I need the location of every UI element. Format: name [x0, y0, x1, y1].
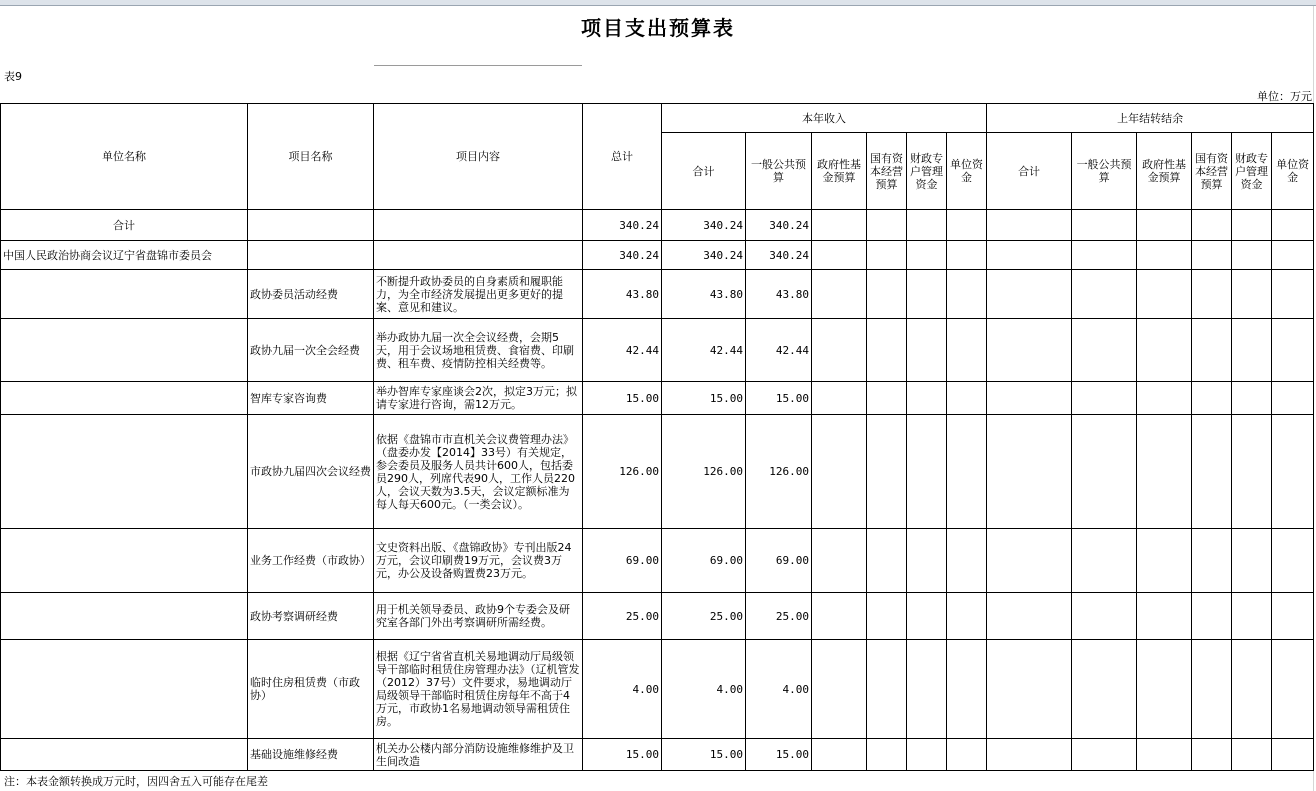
- cell-empty[interactable]: [987, 270, 1072, 319]
- column-header-strip[interactable]: [0, 0, 1316, 6]
- cell-empty[interactable]: [1272, 241, 1314, 270]
- cell-empty[interactable]: [1232, 640, 1272, 739]
- cell-empty[interactable]: [1192, 739, 1232, 771]
- cell-empty[interactable]: [1137, 270, 1192, 319]
- cell-income-total[interactable]: 69.00: [662, 529, 746, 593]
- table-number: 表9: [4, 70, 22, 83]
- cell-empty[interactable]: [1232, 415, 1272, 529]
- cell-empty[interactable]: [867, 319, 907, 382]
- cell-empty[interactable]: [867, 739, 907, 771]
- table-row: [1, 593, 1314, 640]
- cell-project[interactable]: 政协考察调研经费: [248, 593, 374, 640]
- sheet-title: 项目支出预算表: [581, 16, 735, 40]
- cell-empty[interactable]: [1272, 739, 1314, 771]
- cell-content[interactable]: 不断提升政协委员的自身素质和履职能力，为全市经济发展提出更多更好的提案、意见和建议。: [374, 270, 583, 319]
- cell-income-total[interactable]: 43.80: [662, 270, 746, 319]
- cell-empty[interactable]: [1192, 210, 1232, 241]
- cell-empty[interactable]: [1137, 415, 1192, 529]
- cell-unit[interactable]: [1, 640, 248, 739]
- cell-empty[interactable]: [812, 319, 867, 382]
- cell-empty[interactable]: [1272, 382, 1314, 415]
- cell-empty[interactable]: [812, 529, 867, 593]
- cell-project[interactable]: 智库专家咨询费: [248, 382, 374, 415]
- cell-empty[interactable]: [1072, 210, 1137, 241]
- cell-empty[interactable]: [907, 640, 947, 739]
- cell-empty[interactable]: [867, 593, 907, 640]
- cell-empty[interactable]: [1072, 382, 1137, 415]
- cell-empty[interactable]: [1137, 739, 1192, 771]
- table-row: [1, 640, 1314, 739]
- cell-general[interactable]: 4.00: [746, 640, 812, 739]
- cell-empty[interactable]: [1232, 270, 1272, 319]
- cell-unit[interactable]: 中国人民政治协商会议辽宁省盘锦市委员会: [1, 241, 248, 270]
- cell-empty[interactable]: [947, 739, 987, 771]
- cell-empty[interactable]: [867, 382, 907, 415]
- cell-empty[interactable]: [1072, 529, 1137, 593]
- cell-empty[interactable]: [1272, 529, 1314, 593]
- cell-empty[interactable]: [812, 415, 867, 529]
- cell-project[interactable]: 市政协九届四次会议经费: [248, 415, 374, 529]
- cell-income-total[interactable]: 15.00: [662, 382, 746, 415]
- cell-empty[interactable]: [1137, 382, 1192, 415]
- header-income-subtotal[interactable]: 合计: [662, 133, 746, 210]
- cell-general[interactable]: 69.00: [746, 529, 812, 593]
- cell-general[interactable]: 340.24: [746, 210, 812, 241]
- cell-empty[interactable]: [1272, 593, 1314, 640]
- header-income-fiscal-special[interactable]: 财政专户管理资金: [907, 133, 947, 210]
- cell-unit[interactable]: [1, 382, 248, 415]
- cell-empty[interactable]: [1192, 241, 1232, 270]
- cell-empty[interactable]: [812, 270, 867, 319]
- table-row: [1, 529, 1314, 593]
- cell-empty[interactable]: [1072, 270, 1137, 319]
- cell-empty[interactable]: [947, 529, 987, 593]
- cell-empty[interactable]: [947, 270, 987, 319]
- header-carry-state-capital[interactable]: 国有资本经营预算: [1192, 133, 1232, 210]
- cell-empty[interactable]: [1232, 739, 1272, 771]
- cell-empty[interactable]: [1192, 640, 1232, 739]
- header-total[interactable]: 总计: [583, 104, 662, 210]
- cell-empty[interactable]: [1072, 593, 1137, 640]
- cell-total[interactable]: 340.24: [583, 210, 662, 241]
- cell-total[interactable]: 4.00: [583, 640, 662, 739]
- cell-empty[interactable]: [1272, 270, 1314, 319]
- cell-general[interactable]: 42.44: [746, 319, 812, 382]
- cell-empty[interactable]: [812, 241, 867, 270]
- table-row: [1, 210, 1314, 241]
- cell-empty[interactable]: [867, 270, 907, 319]
- cell-empty[interactable]: [867, 640, 907, 739]
- cell-empty[interactable]: [1232, 319, 1272, 382]
- cell-income-total[interactable]: 42.44: [662, 319, 746, 382]
- cell-general[interactable]: 126.00: [746, 415, 812, 529]
- cell-unit[interactable]: [1, 739, 248, 771]
- cell-total[interactable]: 15.00: [583, 739, 662, 771]
- header-unit-name[interactable]: 单位名称: [1, 104, 248, 210]
- cell-empty[interactable]: [907, 210, 947, 241]
- cell-empty[interactable]: [947, 593, 987, 640]
- header-income-state-capital[interactable]: 国有资本经营预算: [867, 133, 907, 210]
- cell-total[interactable]: 25.00: [583, 593, 662, 640]
- cell-income-total[interactable]: 126.00: [662, 415, 746, 529]
- cell-empty[interactable]: [1272, 210, 1314, 241]
- cell-unit[interactable]: [1, 593, 248, 640]
- cell-total[interactable]: 15.00: [583, 382, 662, 415]
- header-carryover[interactable]: 上年结转结余: [987, 104, 1314, 133]
- budget-table: [0, 103, 1314, 771]
- header-income-unit-funds[interactable]: 单位资金: [947, 133, 987, 210]
- cell-empty[interactable]: [1232, 593, 1272, 640]
- cell-project[interactable]: 政协委员活动经费: [248, 270, 374, 319]
- cell-unit[interactable]: [1, 319, 248, 382]
- cell-empty[interactable]: [907, 593, 947, 640]
- cell-general[interactable]: 43.80: [746, 270, 812, 319]
- cell-empty[interactable]: [987, 241, 1072, 270]
- cell-empty[interactable]: [947, 415, 987, 529]
- header-row-1: [1, 104, 1314, 133]
- cell-general[interactable]: 25.00: [746, 593, 812, 640]
- cell-empty[interactable]: [1072, 640, 1137, 739]
- cell-empty[interactable]: [987, 739, 1072, 771]
- header-carry-gov-fund[interactable]: 政府性基金预算: [1137, 133, 1192, 210]
- cell-empty[interactable]: [867, 210, 907, 241]
- table-row: [1, 241, 1314, 270]
- cell-empty[interactable]: [867, 241, 907, 270]
- cell-empty[interactable]: [987, 415, 1072, 529]
- cell-general[interactable]: 340.24: [746, 241, 812, 270]
- header-income-gov-fund[interactable]: 政府性基金预算: [812, 133, 867, 210]
- cell-empty[interactable]: [987, 529, 1072, 593]
- cell-empty[interactable]: [947, 382, 987, 415]
- cell-content[interactable]: [374, 210, 583, 241]
- unit-label: 单位：万元: [1257, 90, 1312, 103]
- header-carry-unit-funds[interactable]: 单位资金: [1272, 133, 1314, 210]
- cell-empty[interactable]: [812, 593, 867, 640]
- cell-empty[interactable]: [1272, 640, 1314, 739]
- cell-income-total[interactable]: 340.24: [662, 241, 746, 270]
- table-row: [1, 415, 1314, 529]
- cell-income-total[interactable]: 25.00: [662, 593, 746, 640]
- cell-empty[interactable]: [812, 739, 867, 771]
- cell-empty[interactable]: [1232, 210, 1272, 241]
- cell-unit[interactable]: [1, 270, 248, 319]
- cell-total[interactable]: 42.44: [583, 319, 662, 382]
- cell-empty[interactable]: [1232, 382, 1272, 415]
- cell-empty[interactable]: [1192, 529, 1232, 593]
- cell-empty[interactable]: [1072, 319, 1137, 382]
- cell-project[interactable]: 基础设施维修经费: [248, 739, 374, 771]
- cell-unit[interactable]: [1, 415, 248, 529]
- cell-empty[interactable]: [987, 593, 1072, 640]
- cell-empty[interactable]: [1192, 382, 1232, 415]
- cell-income-total[interactable]: 15.00: [662, 739, 746, 771]
- cell-project[interactable]: 政协九届一次全会经费: [248, 319, 374, 382]
- cell-empty[interactable]: [987, 319, 1072, 382]
- cell-general[interactable]: 15.00: [746, 739, 812, 771]
- cell-empty[interactable]: [1272, 319, 1314, 382]
- cell-empty[interactable]: [907, 739, 947, 771]
- cell-empty[interactable]: [907, 241, 947, 270]
- cell-empty[interactable]: [987, 210, 1072, 241]
- table-row: [1, 270, 1314, 319]
- cell-empty[interactable]: [907, 270, 947, 319]
- cell-income-total[interactable]: 340.24: [662, 210, 746, 241]
- cell-empty[interactable]: [1072, 241, 1137, 270]
- cell-project[interactable]: [248, 210, 374, 241]
- cell-empty[interactable]: [1232, 529, 1272, 593]
- table-row: [1, 382, 1314, 415]
- table-row: [1, 319, 1314, 382]
- cell-content[interactable]: 机关办公楼内部分消防设施维修维护及卫生间改造: [374, 739, 583, 771]
- cell-unit[interactable]: 合计: [1, 210, 248, 241]
- header-project-content[interactable]: 项目内容: [374, 104, 583, 210]
- cell-unit[interactable]: [1, 529, 248, 593]
- cell-empty[interactable]: [867, 415, 907, 529]
- cell-income-total[interactable]: 4.00: [662, 640, 746, 739]
- cell-content[interactable]: 文史资料出版、《盘锦政协》专刊出版24万元，会议印刷费19万元，会议费3万元，办公及设备购置费23万元。: [374, 529, 583, 593]
- cell-empty[interactable]: [812, 640, 867, 739]
- cell-empty[interactable]: [987, 382, 1072, 415]
- cell-empty[interactable]: [867, 529, 907, 593]
- cell-empty[interactable]: [907, 529, 947, 593]
- cell-empty[interactable]: [947, 210, 987, 241]
- cell-empty[interactable]: [1137, 241, 1192, 270]
- cell-empty[interactable]: [907, 415, 947, 529]
- cell-content[interactable]: 举办政协九届一次全会议经费，会期5天，用于会议场地租赁费、食宿费、印刷费、租车费、疫情防控相关经费等。: [374, 319, 583, 382]
- header-carry-general-budget[interactable]: 一般公共预算: [1072, 133, 1137, 210]
- cell-empty[interactable]: [1272, 415, 1314, 529]
- cell-empty[interactable]: [987, 640, 1072, 739]
- cell-content[interactable]: 用于机关领导委员、政协9个专委会及研究室各部门外出考察调研所需经费。: [374, 593, 583, 640]
- cell-empty[interactable]: [1192, 415, 1232, 529]
- cell-empty[interactable]: [1137, 640, 1192, 739]
- cell-empty[interactable]: [1137, 210, 1192, 241]
- header-carry-fiscal-special[interactable]: 财政专户管理资金: [1232, 133, 1272, 210]
- cell-empty[interactable]: [812, 382, 867, 415]
- cell-empty[interactable]: [1072, 739, 1137, 771]
- title-underline: [374, 65, 582, 66]
- cell-empty[interactable]: [1192, 319, 1232, 382]
- cell-empty[interactable]: [947, 241, 987, 270]
- cell-empty[interactable]: [1192, 593, 1232, 640]
- cell-empty[interactable]: [1137, 593, 1192, 640]
- cell-empty[interactable]: [947, 319, 987, 382]
- cell-empty[interactable]: [812, 210, 867, 241]
- cell-empty[interactable]: [1072, 415, 1137, 529]
- cell-empty[interactable]: [1192, 270, 1232, 319]
- cell-empty[interactable]: [1232, 241, 1272, 270]
- header-project-name[interactable]: 项目名称: [248, 104, 374, 210]
- cell-empty[interactable]: [907, 319, 947, 382]
- footnote: 注：本表金额转换成万元时，因四舍五入可能存在尾差: [4, 775, 268, 788]
- cell-total[interactable]: 69.00: [583, 529, 662, 593]
- cell-total[interactable]: 340.24: [583, 241, 662, 270]
- cell-empty[interactable]: [907, 382, 947, 415]
- cell-empty[interactable]: [1137, 319, 1192, 382]
- header-income-general-budget[interactable]: 一般公共预算: [746, 133, 812, 210]
- cell-content[interactable]: 举办智库专家座谈会2次，拟定3万元；拟请专家进行咨询，需12万元。: [374, 382, 583, 415]
- cell-total[interactable]: 43.80: [583, 270, 662, 319]
- cell-empty[interactable]: [947, 640, 987, 739]
- table-row: [1, 739, 1314, 771]
- cell-content[interactable]: 根据《辽宁省省直机关易地调动厅局级领导干部临时租赁住房管理办法》（辽机管发（2012）37号）文件要求，易地调动厅局级领导干部临时租赁住房每年不高于4万元，市政协1名易地调动领导需租赁住房。: [374, 640, 583, 739]
- cell-content[interactable]: [374, 241, 583, 270]
- cell-general[interactable]: 15.00: [746, 382, 812, 415]
- cell-project[interactable]: [248, 241, 374, 270]
- cell-project[interactable]: 业务工作经费（市政协）: [248, 529, 374, 593]
- cell-total[interactable]: 126.00: [583, 415, 662, 529]
- cell-empty[interactable]: [1137, 529, 1192, 593]
- cell-project[interactable]: 临时住房租赁费（市政协）: [248, 640, 374, 739]
- header-carry-subtotal[interactable]: 合计: [987, 133, 1072, 210]
- cell-content[interactable]: 依据《盘锦市市直机关会议费管理办法》（盘委办发【2014】33号）有关规定，参会委员及服务人员共计600人，包括委员290人，列席代表90人，工作人员220人，会议天数为3.5天，会议定额标准为每人每天600元。（一类会议）。: [374, 415, 583, 529]
- header-current-income[interactable]: 本年收入: [662, 104, 987, 133]
